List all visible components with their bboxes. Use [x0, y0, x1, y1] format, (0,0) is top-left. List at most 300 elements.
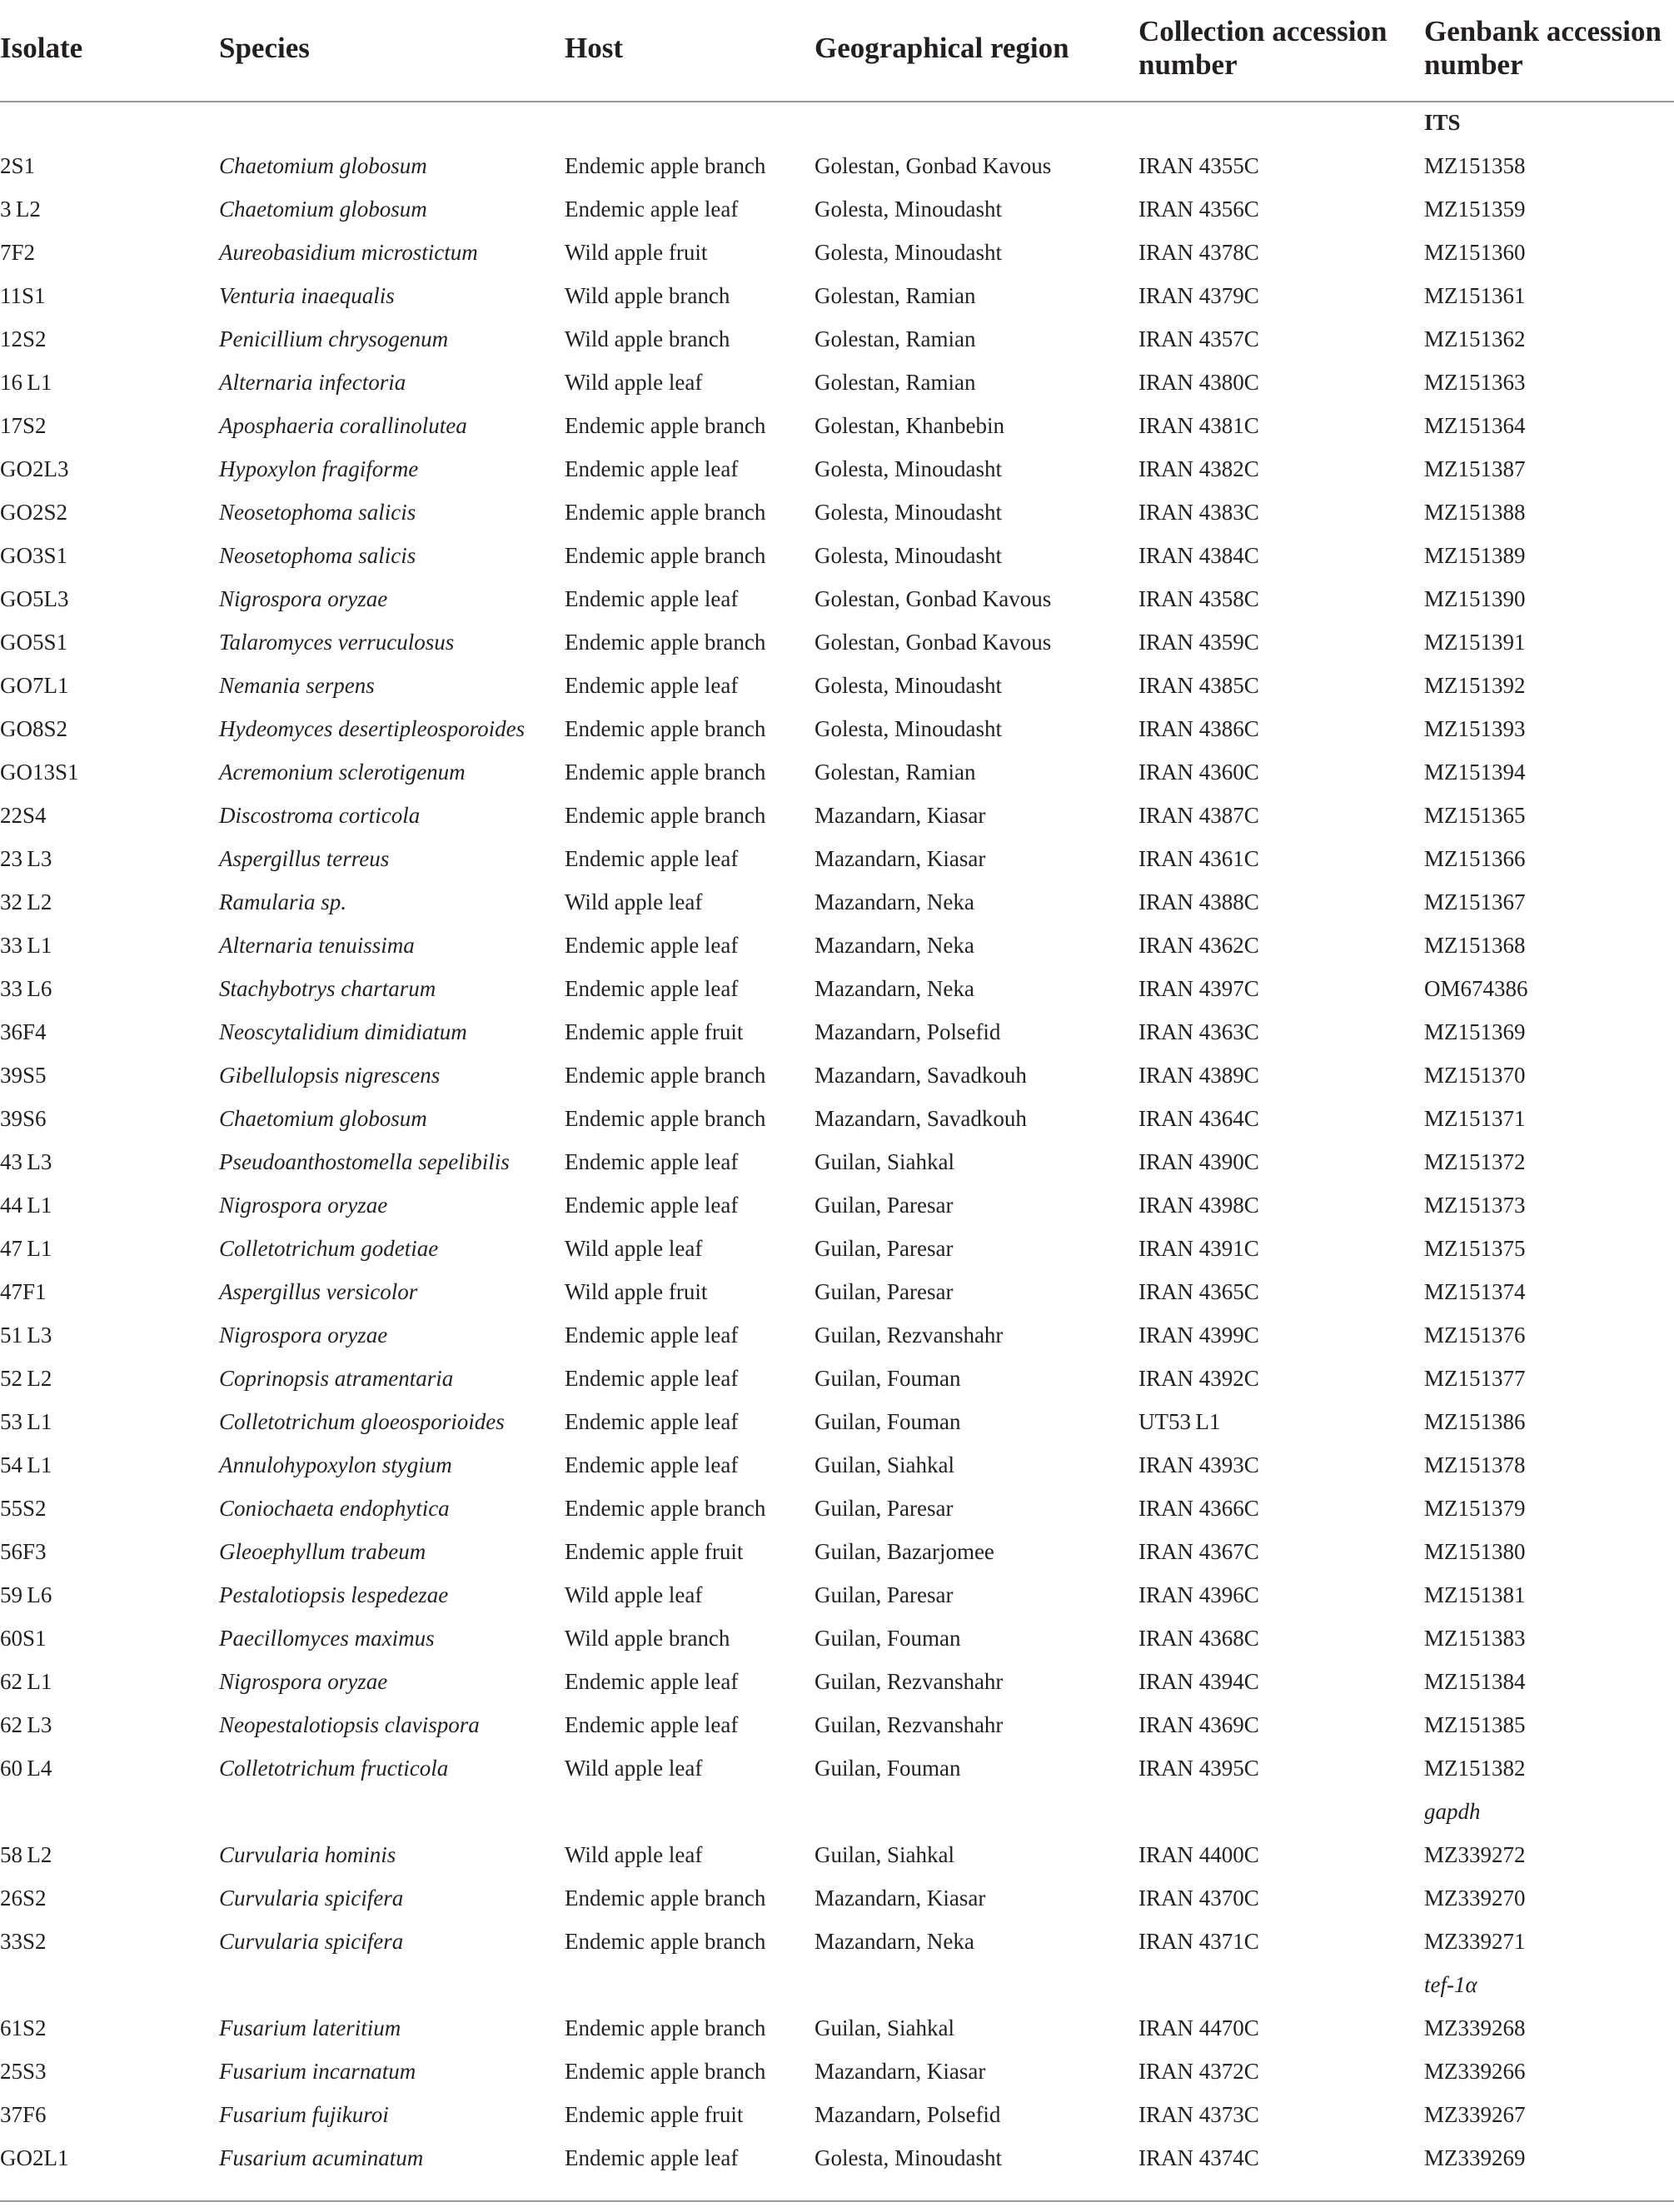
- cell-isolate: 51 L3: [0, 1323, 52, 1348]
- cell-species: Aspergillus terreus: [219, 846, 390, 871]
- cell-isolate: 58 L2: [0, 1842, 52, 1867]
- table-row: [0, 405, 1674, 448]
- cell-collection: IRAN 4379C: [1138, 283, 1259, 308]
- cell-genbank: MZ151377: [1424, 1366, 1526, 1391]
- cell-species: Talaromyces verruculosus: [219, 630, 455, 655]
- cell-isolate: 55S2: [0, 1496, 47, 1521]
- cell-region: Golestan, Ramian: [815, 283, 976, 308]
- cell-isolate: GO2L3: [0, 456, 69, 481]
- cell-region: Golestan, Gonbad Kavous: [815, 586, 1052, 611]
- section-row: [0, 1791, 1674, 1834]
- cell-isolate: 61S2: [0, 2015, 47, 2040]
- cell-isolate: GO7L1: [0, 673, 69, 698]
- cell-host: Endemic apple fruit: [565, 1019, 744, 1044]
- cell-genbank: MZ339272: [1424, 1842, 1526, 1867]
- cell-region: Guilan, Rezvanshahr: [815, 1323, 1004, 1348]
- cell-species: Neosetophoma salicis: [219, 543, 416, 568]
- cell-host: Endemic apple leaf: [565, 1193, 739, 1218]
- cell-isolate: 36F4: [0, 1019, 47, 1044]
- table-row: [0, 1704, 1674, 1747]
- cell-isolate: 22S4: [0, 803, 47, 828]
- table-row: [0, 1141, 1674, 1184]
- cell-isolate: GO5L3: [0, 586, 69, 611]
- cell-isolate: 54 L1: [0, 1452, 52, 1477]
- table-row: [0, 535, 1674, 578]
- table-body: [0, 102, 1674, 2180]
- cell-collection: IRAN 4397C: [1138, 976, 1259, 1001]
- cell-isolate: 16 L1: [0, 370, 52, 395]
- table-row: [0, 968, 1674, 1011]
- cell-collection: IRAN 4369C: [1138, 1712, 1259, 1737]
- cell-collection: IRAN 4365C: [1138, 1279, 1259, 1304]
- table-row: [0, 1531, 1674, 1574]
- cell-isolate: 17S2: [0, 413, 47, 438]
- cell-collection: IRAN 4380C: [1138, 370, 1259, 395]
- cell-host: Endemic apple branch: [565, 153, 766, 178]
- cell-collection: IRAN 4386C: [1138, 716, 1259, 741]
- cell-host: Endemic apple leaf: [565, 1366, 739, 1391]
- cell-species: Colletotrichum godetiae: [219, 1236, 439, 1261]
- cell-species: Paecillomyces maximus: [219, 1626, 435, 1651]
- cell-species: Aposphaeria corallinolutea: [219, 413, 467, 438]
- table-row: [0, 1834, 1674, 1877]
- cell-isolate: 39S5: [0, 1063, 47, 1088]
- cell-isolate: GO13S1: [0, 760, 79, 785]
- cell-collection: IRAN 4370C: [1138, 1886, 1259, 1911]
- cell-region: Guilan, Paresar: [815, 1496, 954, 1521]
- cell-genbank: MZ339267: [1424, 2102, 1526, 2127]
- cell-collection: IRAN 4387C: [1138, 803, 1259, 828]
- cell-collection: IRAN 4382C: [1138, 456, 1259, 481]
- cell-region: Guilan, Paresar: [815, 1279, 954, 1304]
- cell-species: Fusarium fujikuroi: [219, 2102, 389, 2127]
- cell-isolate: 37F6: [0, 2102, 47, 2127]
- cell-region: Mazandarn, Kiasar: [815, 846, 986, 871]
- cell-host: Wild apple leaf: [565, 370, 703, 395]
- table-row: [0, 2007, 1674, 2050]
- cell-host: Endemic apple leaf: [565, 2145, 739, 2170]
- cell-genbank: MZ151378: [1424, 1452, 1526, 1477]
- cell-collection: IRAN 4359C: [1138, 630, 1259, 655]
- cell-isolate: 2S1: [0, 153, 36, 178]
- table-row: [0, 751, 1674, 795]
- cell-host: Wild apple branch: [565, 283, 730, 308]
- cell-host: Wild apple leaf: [565, 1582, 703, 1607]
- table-row: [0, 2050, 1674, 2094]
- marker-section-label: ITS: [1424, 110, 1461, 135]
- table-row: [0, 924, 1674, 968]
- cell-genbank: MZ151393: [1424, 716, 1526, 741]
- cell-species: Aspergillus versicolor: [219, 1279, 418, 1304]
- cell-species: Hydeomyces desertipleosporoides: [219, 716, 526, 741]
- cell-host: Endemic apple branch: [565, 716, 766, 741]
- cell-host: Endemic apple leaf: [565, 1409, 739, 1434]
- cell-host: Endemic apple fruit: [565, 1539, 744, 1564]
- cell-isolate: 60 L4: [0, 1756, 52, 1781]
- cell-isolate: 25S3: [0, 2059, 47, 2084]
- header-collection-accession-number: Collection accession number: [1138, 15, 1388, 81]
- cell-region: Guilan, Siahkal: [815, 1452, 954, 1477]
- cell-collection: IRAN 4396C: [1138, 1582, 1259, 1607]
- cell-species: Annulohypoxylon stygium: [219, 1452, 452, 1477]
- cell-host: Endemic apple leaf: [565, 846, 739, 871]
- cell-genbank: MZ151374: [1424, 1279, 1526, 1304]
- cell-species: Ramularia sp.: [219, 889, 347, 914]
- table-row: [0, 232, 1674, 275]
- cell-collection: IRAN 4395C: [1138, 1756, 1259, 1781]
- cell-isolate: 43 L3: [0, 1149, 52, 1174]
- table-row: [0, 708, 1674, 751]
- cell-genbank: MZ151389: [1424, 543, 1526, 568]
- cell-genbank: MZ151359: [1424, 197, 1526, 222]
- table-row: [0, 665, 1674, 708]
- cell-genbank: MZ151387: [1424, 456, 1526, 481]
- cell-genbank: MZ151390: [1424, 586, 1526, 611]
- cell-genbank: MZ151379: [1424, 1496, 1526, 1521]
- cell-host: Endemic apple leaf: [565, 933, 739, 958]
- table-row: [0, 1574, 1674, 1617]
- cell-isolate: GO2L1: [0, 2145, 69, 2170]
- cell-isolate: 12S2: [0, 326, 47, 351]
- cell-genbank: MZ151375: [1424, 1236, 1526, 1261]
- cell-region: Golesta, Minoudasht: [815, 673, 1002, 698]
- cell-isolate: 47F1: [0, 1279, 47, 1304]
- cell-species: Coniochaeta endophytica: [219, 1496, 450, 1521]
- cell-isolate: 3 L2: [0, 197, 41, 222]
- cell-genbank: MZ151373: [1424, 1193, 1526, 1218]
- cell-host: Endemic apple branch: [565, 413, 766, 438]
- cell-host: Endemic apple leaf: [565, 1452, 739, 1477]
- cell-isolate: 53 L1: [0, 1409, 52, 1434]
- cell-region: Guilan, Fouman: [815, 1756, 961, 1781]
- table-row: [0, 1401, 1674, 1444]
- cell-region: Golesta, Minoudasht: [815, 197, 1002, 222]
- cell-genbank: MZ151361: [1424, 283, 1526, 308]
- cell-species: Nigrospora oryzae: [219, 586, 388, 611]
- cell-species: Chaetomium globosum: [219, 153, 427, 178]
- cell-collection: IRAN 4358C: [1138, 586, 1259, 611]
- cell-species: Nigrospora oryzae: [219, 1669, 388, 1694]
- cell-host: Endemic apple leaf: [565, 1323, 739, 1348]
- cell-species: Pestalotiopsis lespedezae: [219, 1582, 449, 1607]
- table-row: [0, 2137, 1674, 2180]
- cell-host: Endemic apple branch: [565, 1063, 766, 1088]
- cell-host: Endemic apple branch: [565, 2015, 766, 2040]
- cell-species: Curvularia hominis: [219, 1842, 396, 1867]
- cell-host: Endemic apple branch: [565, 500, 766, 525]
- cell-genbank: MZ151362: [1424, 326, 1526, 351]
- cell-region: Golesta, Minoudasht: [815, 543, 1002, 568]
- cell-species: Nigrospora oryzae: [219, 1193, 388, 1218]
- section-row: [0, 1964, 1674, 2007]
- cell-genbank: MZ151370: [1424, 1063, 1526, 1088]
- cell-region: Mazandarn, Kiasar: [815, 1886, 986, 1911]
- cell-host: Endemic apple leaf: [565, 1712, 739, 1737]
- cell-species: Chaetomium globosum: [219, 1106, 427, 1131]
- cell-genbank: MZ151369: [1424, 1019, 1526, 1044]
- cell-host: Endemic apple leaf: [565, 1149, 739, 1174]
- cell-region: Guilan, Siahkal: [815, 2015, 954, 2040]
- cell-host: Endemic apple branch: [565, 760, 766, 785]
- cell-collection: IRAN 4356C: [1138, 197, 1259, 222]
- cell-genbank: MZ151391: [1424, 630, 1526, 655]
- cell-species: Pseudoanthostomella sepelibilis: [219, 1149, 510, 1174]
- cell-collection: IRAN 4360C: [1138, 760, 1259, 785]
- cell-isolate: 33 L6: [0, 976, 52, 1001]
- cell-genbank: MZ151386: [1424, 1409, 1526, 1434]
- cell-isolate: 60S1: [0, 1626, 47, 1651]
- cell-isolate: 62 L3: [0, 1712, 52, 1737]
- cell-region: Mazandarn, Savadkouh: [815, 1106, 1027, 1131]
- table-row: [0, 1661, 1674, 1704]
- cell-collection: IRAN 4400C: [1138, 1842, 1259, 1867]
- cell-region: Mazandarn, Kiasar: [815, 803, 986, 828]
- table-row: [0, 361, 1674, 405]
- cell-region: Guilan, Paresar: [815, 1236, 954, 1261]
- cell-host: Wild apple fruit: [565, 240, 708, 265]
- cell-species: Chaetomium globosum: [219, 197, 427, 222]
- cell-collection: IRAN 4383C: [1138, 500, 1259, 525]
- cell-collection: IRAN 4361C: [1138, 846, 1259, 871]
- marker-section-label: tef-1α: [1424, 1972, 1477, 1997]
- cell-region: Golestan, Gonbad Kavous: [815, 153, 1052, 178]
- table-row: [0, 318, 1674, 361]
- cell-genbank: MZ339271: [1424, 1929, 1526, 1954]
- cell-region: Guilan, Siahkal: [815, 1149, 954, 1174]
- cell-region: Guilan, Fouman: [815, 1409, 961, 1434]
- table-row: [0, 491, 1674, 535]
- table-row: [0, 1358, 1674, 1401]
- cell-region: Mazandarn, Kiasar: [815, 2059, 986, 2084]
- cell-isolate: 59 L6: [0, 1582, 52, 1607]
- cell-region: Golestan, Gonbad Kavous: [815, 630, 1052, 655]
- cell-host: Wild apple leaf: [565, 1756, 703, 1781]
- cell-species: Hypoxylon fragiforme: [219, 456, 419, 481]
- cell-genbank: MZ151372: [1424, 1149, 1526, 1174]
- cell-species: Neopestalotiopsis clavispora: [219, 1712, 480, 1737]
- cell-species: Penicillium chrysogenum: [219, 326, 449, 351]
- table-row: [0, 578, 1674, 621]
- cell-genbank: OM674386: [1424, 976, 1528, 1001]
- cell-isolate: 39S6: [0, 1106, 47, 1131]
- cell-host: Endemic apple branch: [565, 1886, 766, 1911]
- cell-collection: IRAN 4394C: [1138, 1669, 1259, 1694]
- cell-isolate: 44 L1: [0, 1193, 52, 1218]
- cell-host: Wild apple leaf: [565, 1842, 703, 1867]
- cell-region: Guilan, Fouman: [815, 1626, 961, 1651]
- header-geographical-region: Geographical region: [815, 32, 1069, 64]
- cell-isolate: 56F3: [0, 1539, 47, 1564]
- table-row: [0, 1184, 1674, 1228]
- cell-region: Guilan, Bazarjomee: [815, 1539, 994, 1564]
- cell-species: Curvularia spicifera: [219, 1929, 404, 1954]
- cell-host: Endemic apple branch: [565, 803, 766, 828]
- cell-collection: IRAN 4391C: [1138, 1236, 1259, 1261]
- table-row: [0, 881, 1674, 924]
- cell-species: Nigrospora oryzae: [219, 1323, 388, 1348]
- cell-collection: IRAN 4357C: [1138, 326, 1259, 351]
- cell-region: Mazandarn, Neka: [815, 933, 974, 958]
- cell-host: Endemic apple branch: [565, 1496, 766, 1521]
- cell-species: Curvularia spicifera: [219, 1886, 404, 1911]
- section-row: [0, 102, 1674, 145]
- cell-collection: IRAN 4385C: [1138, 673, 1259, 698]
- cell-genbank: MZ151388: [1424, 500, 1526, 525]
- cell-genbank: MZ151364: [1424, 413, 1526, 438]
- cell-genbank: MZ339270: [1424, 1886, 1526, 1911]
- cell-collection: IRAN 4384C: [1138, 543, 1259, 568]
- cell-host: Wild apple leaf: [565, 1236, 703, 1261]
- cell-genbank: MZ151394: [1424, 760, 1526, 785]
- cell-host: Endemic apple branch: [565, 2059, 766, 2084]
- cell-isolate: 33 L1: [0, 933, 52, 958]
- header-genbank-accession-number: Genbank accession number: [1424, 15, 1662, 81]
- cell-species: Discostroma corticola: [219, 803, 421, 828]
- cell-region: Guilan, Rezvanshahr: [815, 1669, 1004, 1694]
- cell-collection: IRAN 4373C: [1138, 2102, 1259, 2127]
- table-row: [0, 621, 1674, 665]
- table-row: [0, 1011, 1674, 1054]
- cell-species: Gibellulopsis nigrescens: [219, 1063, 441, 1088]
- cell-collection: IRAN 4374C: [1138, 2145, 1259, 2170]
- cell-region: Mazandarn, Polsefid: [815, 1019, 1001, 1044]
- cell-species: Fusarium incarnatum: [219, 2059, 416, 2084]
- cell-collection: IRAN 4398C: [1138, 1193, 1259, 1218]
- cell-species: Stachybotrys chartarum: [219, 976, 436, 1001]
- table-row: [0, 1054, 1674, 1098]
- table-row: [0, 2094, 1674, 2137]
- cell-isolate: GO8S2: [0, 716, 68, 741]
- cell-collection: IRAN 4399C: [1138, 1323, 1259, 1348]
- marker-section-label: gapdh: [1424, 1799, 1481, 1824]
- cell-species: Alternaria tenuissima: [219, 933, 415, 958]
- cell-collection: IRAN 4393C: [1138, 1452, 1259, 1477]
- cell-collection: IRAN 4367C: [1138, 1539, 1259, 1564]
- cell-species: Nemania serpens: [219, 673, 375, 698]
- cell-genbank: MZ151360: [1424, 240, 1526, 265]
- cell-region: Mazandarn, Polsefid: [815, 2102, 1001, 2127]
- cell-species: Colletotrichum fructicola: [219, 1756, 449, 1781]
- header-species: Species: [219, 32, 310, 64]
- cell-isolate: 23 L3: [0, 846, 52, 871]
- table-row: [0, 145, 1674, 188]
- cell-species: Colletotrichum gloeosporioides: [219, 1409, 505, 1434]
- cell-region: Golesta, Minoudasht: [815, 2145, 1002, 2170]
- cell-region: Golestan, Khanbebin: [815, 413, 1004, 438]
- cell-host: Endemic apple branch: [565, 1106, 766, 1131]
- cell-host: Wild apple branch: [565, 326, 730, 351]
- cell-genbank: MZ151381: [1424, 1582, 1526, 1607]
- cell-species: Coprinopsis atramentaria: [219, 1366, 454, 1391]
- cell-genbank: MZ151385: [1424, 1712, 1526, 1737]
- cell-host: Endemic apple leaf: [565, 673, 739, 698]
- cell-region: Mazandarn, Neka: [815, 976, 974, 1001]
- cell-isolate: GO5S1: [0, 630, 68, 655]
- cell-species: Fusarium lateritium: [219, 2015, 401, 2040]
- cell-host: Endemic apple fruit: [565, 2102, 744, 2127]
- cell-genbank: MZ151368: [1424, 933, 1526, 958]
- cell-species: Neosetophoma salicis: [219, 500, 416, 525]
- cell-region: Golesta, Minoudasht: [815, 716, 1002, 741]
- table-row: [0, 1444, 1674, 1487]
- cell-host: Wild apple leaf: [565, 889, 703, 914]
- table-row: [0, 838, 1674, 881]
- table-header: [0, 0, 1674, 102]
- cell-collection: IRAN 4392C: [1138, 1366, 1259, 1391]
- cell-collection: IRAN 4388C: [1138, 889, 1259, 914]
- table-row: [0, 1271, 1674, 1314]
- cell-collection: IRAN 4368C: [1138, 1626, 1259, 1651]
- cell-genbank: MZ151380: [1424, 1539, 1526, 1564]
- cell-collection: UT53 L1: [1138, 1409, 1221, 1434]
- cell-region: Mazandarn, Neka: [815, 1929, 974, 1954]
- cell-genbank: MZ339269: [1424, 2145, 1526, 2170]
- cell-isolate: 47 L1: [0, 1236, 52, 1261]
- cell-genbank: MZ151371: [1424, 1106, 1526, 1131]
- cell-isolate: 33S2: [0, 1929, 47, 1954]
- cell-isolate: 52 L2: [0, 1366, 52, 1391]
- cell-genbank: MZ151363: [1424, 370, 1526, 395]
- table-row: [0, 1487, 1674, 1531]
- cell-region: Mazandarn, Savadkouh: [815, 1063, 1027, 1088]
- cell-genbank: MZ151383: [1424, 1626, 1526, 1651]
- table-row: [0, 448, 1674, 491]
- table-row: [0, 795, 1674, 838]
- cell-region: Guilan, Fouman: [815, 1366, 961, 1391]
- table-row: [0, 1877, 1674, 1921]
- cell-genbank: MZ151366: [1424, 846, 1526, 871]
- cell-region: Golestan, Ramian: [815, 370, 976, 395]
- cell-genbank: MZ151358: [1424, 153, 1526, 178]
- cell-isolate: 32 L2: [0, 889, 52, 914]
- table-row: [0, 275, 1674, 318]
- cell-isolate: 11S1: [0, 283, 46, 308]
- cell-host: Endemic apple branch: [565, 630, 766, 655]
- cell-species: Acremonium sclerotigenum: [219, 760, 466, 785]
- table-row: [0, 1228, 1674, 1271]
- cell-genbank: MZ151367: [1424, 889, 1526, 914]
- table-row: [0, 1921, 1674, 1964]
- cell-species: Venturia inaequalis: [219, 283, 395, 308]
- cell-host: Endemic apple branch: [565, 1929, 766, 1954]
- cell-host: Endemic apple leaf: [565, 456, 739, 481]
- cell-species: Alternaria infectoria: [219, 370, 406, 395]
- table-row: [0, 1747, 1674, 1791]
- cell-genbank: MZ151392: [1424, 673, 1526, 698]
- cell-genbank: MZ151384: [1424, 1669, 1526, 1694]
- cell-isolate: GO2S2: [0, 500, 68, 525]
- header-host: Host: [565, 32, 623, 64]
- cell-species: Neoscytalidium dimidiatum: [219, 1019, 467, 1044]
- cell-region: Golesta, Minoudasht: [815, 500, 1002, 525]
- cell-collection: IRAN 4363C: [1138, 1019, 1259, 1044]
- cell-region: Guilan, Rezvanshahr: [815, 1712, 1004, 1737]
- cell-collection: IRAN 4378C: [1138, 240, 1259, 265]
- table-bottom-divider: [0, 2200, 1674, 2202]
- cell-host: Endemic apple leaf: [565, 197, 739, 222]
- table-row: [0, 1314, 1674, 1358]
- cell-host: Wild apple branch: [565, 1626, 730, 1651]
- cell-collection: IRAN 4372C: [1138, 2059, 1259, 2084]
- cell-genbank: MZ151382: [1424, 1756, 1526, 1781]
- cell-collection: IRAN 4355C: [1138, 153, 1259, 178]
- cell-collection: IRAN 4390C: [1138, 1149, 1259, 1174]
- cell-collection: IRAN 4366C: [1138, 1496, 1259, 1521]
- cell-isolate: 26S2: [0, 1886, 47, 1911]
- table-row: [0, 1098, 1674, 1141]
- cell-collection: IRAN 4362C: [1138, 933, 1259, 958]
- cell-genbank: MZ151365: [1424, 803, 1526, 828]
